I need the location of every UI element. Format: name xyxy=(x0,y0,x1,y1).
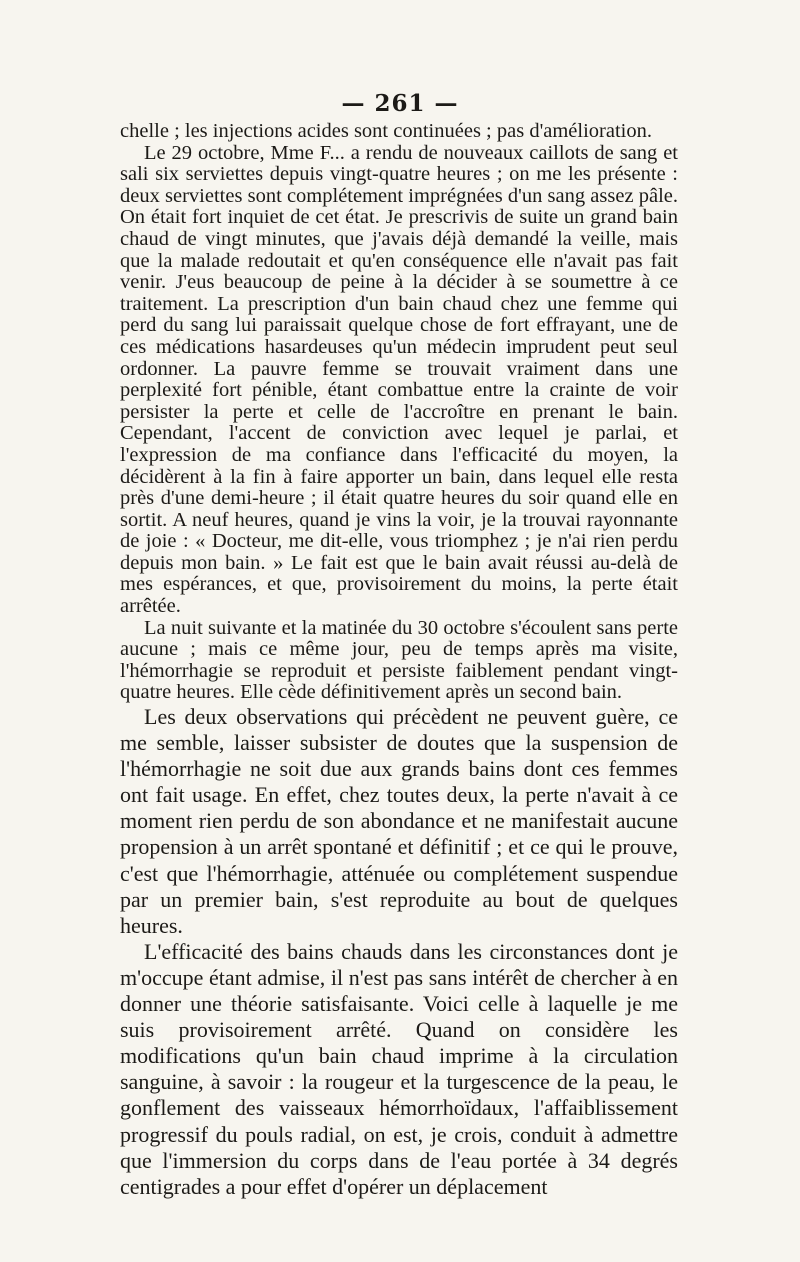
paragraph-october-29: Le 29 octobre, Mme F... a rendu de nouveaux caillots de sang et sali six serviettes depuis vingt-quatre heures ; on me les présente : deux serviettes sont complétement imprégnées d'un sang assez pâle. On était fort inquiet de cet état. Je prescrivis de suite un grand bain chaud de vingt minutes, que j'avais déjà demandé la veille, mais que la malade redoutait et qu'en conséquence elle n'avait pas fait venir. J'eus beaucoup de peine à la décider à se soumettre à ce traitement. La prescription d'un bain chaud chez une femme qui perd du sang lui paraissait quelque chose de fort effrayant, une de ces médications hasardeuses qu'un médecin imprudent peut seul ordonner. La pauvre femme se trouvait vraiment dans une perplexité fort pénible, étant combattue entre la crainte de voir persister la perte et celle de l'accroître en prenant le bain. Cependant, l'accent de conviction avec lequel je parlai, et l'expression de ma confiance dans l'efficacité du moyen, la décidèrent à la fin à faire apporter un bain, dans lequel elle resta près d'une demi-heure ; il était quatre heures du soir quand elle en sortit. A neuf heures, quand je vins la voir, je la trouvai rayonnante de joie : « Docteur, me dit-elle, vous triomphez ; je n'ai rien perdu depuis mon bain. » Le fait est que le bain avait réussi au-delà de mes espérances, et que, provisoirement du moins, la perte était arrêtée. xyxy=(120,141,678,618)
paragraph-continuation: chelle ; les injections acides sont continuées ; pas d'amélioration. xyxy=(120,120,652,142)
case-observation-section xyxy=(120,121,678,704)
paragraph-discussion-1: Les deux observations qui précèdent ne peuvent guère, ce me semble, laisser subsister de doutes que la suspension de l'hémorrhagie ne soit due aux grands bains dont ces femmes ont fait usage. En effet, chez toutes deux, la perte n'avait à ce moment rien perdu de son abondance et ne manifestait aucune propension à un arrêt spontané et définitif ; et ce qui le prouve, c'est que l'hémorrhagie, atténuée ou complétement suspendue par un premier bain, s'est reproduite au bout de quelques heures. xyxy=(120,704,678,938)
paragraph-discussion-2: L'efficacité des bains chauds dans les circonstances dont je m'occupe étant admise, il n'est pas sans intérêt de chercher à en donner une théorie satisfaisante. Voici celle à laquelle je me suis provisoirement arrêté. Quand on considère les modifications qu'un bain chaud imprime à la circulation sanguine, à savoir : la rougeur et la turgescence de la peau, le gonflement des vaisseaux hémorrhoïdaux, l'affaiblissement progressif du pouls radial, on est, je crois, conduit à admettre que l'immersion du corps dans de l'eau portée à 34 degrés centigrades a pour effet d'opérer un déplacement xyxy=(120,938,678,1199)
paragraph-october-30: La nuit suivante et la matinée du 30 octobre s'écoulent sans perte aucune ; mais ce même jour, peu de temps après ma visite, l'hémorrhagie se reproduit et persiste faiblement pendant vingt-quatre heures. Elle cède définitivement après un second bain. xyxy=(120,616,678,704)
discussion-section xyxy=(120,704,678,1200)
page-number: — 261 — xyxy=(341,90,459,117)
